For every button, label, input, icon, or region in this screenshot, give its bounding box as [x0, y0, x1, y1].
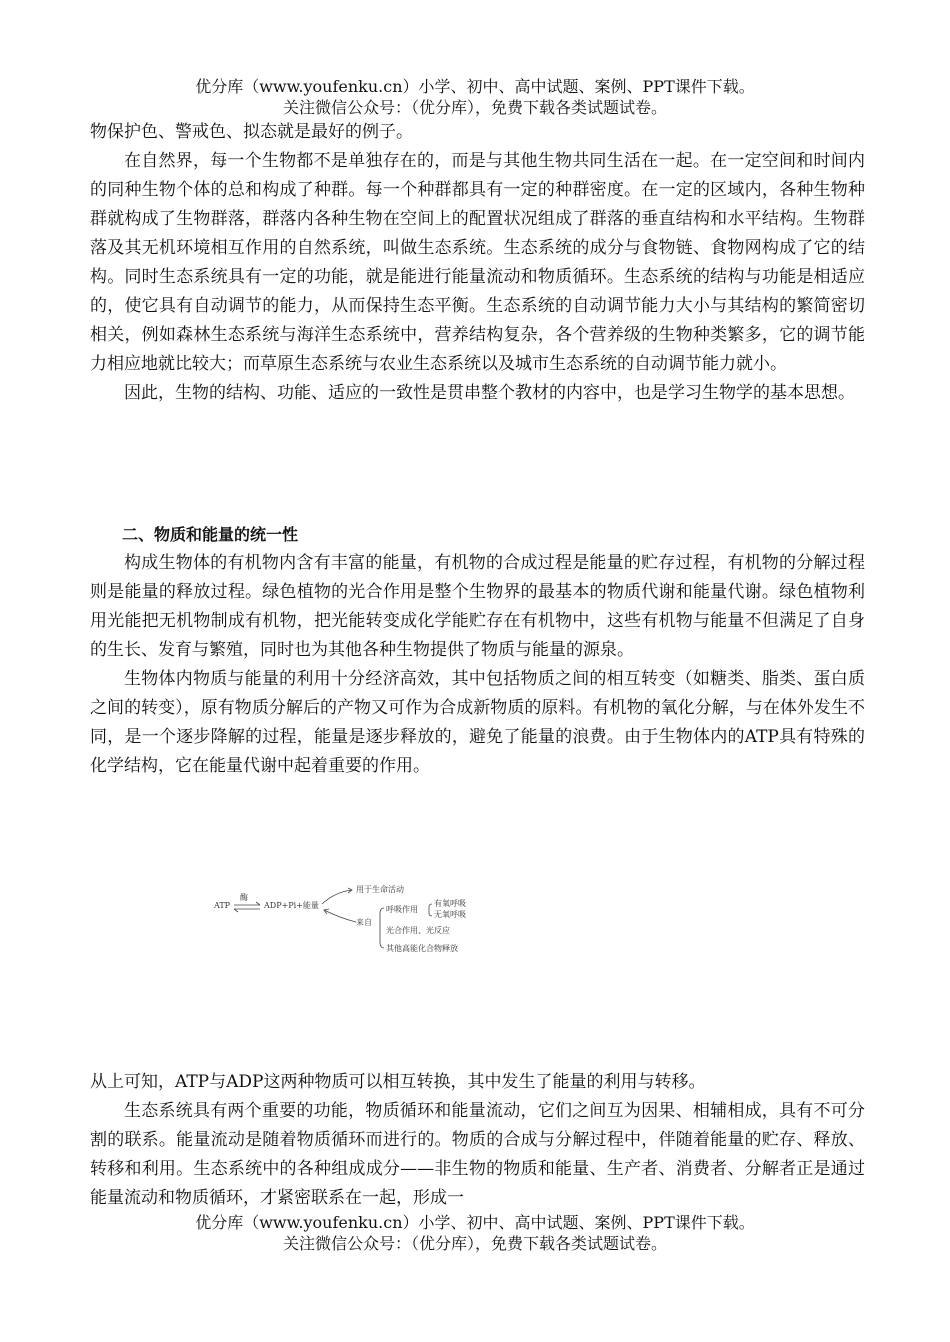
section-heading: 二、物质和能量的统一性 — [122, 525, 299, 544]
diagram-arrowhead-forward — [256, 902, 260, 905]
diagram-respiration-label: 呼吸作用 — [386, 905, 418, 914]
diagram-adp-label: ADP+Pi+能量 — [264, 901, 319, 910]
section-structure-function — [90, 118, 865, 408]
diagram-use-arrow — [322, 890, 352, 904]
paragraph-continued: 物保护色、警戒色、拟态就是最好的例子。 — [90, 122, 413, 142]
diagram-respiration-brace — [429, 904, 432, 916]
section-ecosystem-function — [90, 1068, 865, 1213]
paragraph-atp: 生物体内物质与能量的利用十分经济高效，其中包括物质之间的相互转变（如糖类、脂类、蛋白质之间的转变），原有物质分解后的产物又可作为合成新物质的原料。有机物的氧化分解，与在体外发生不同，是一个逐步降解的过程，能量是逐步释放的，避免了能量的浪费。由于生物体内的ATP具有特殊的化学结构，它在能量代谢中起着重要的作用。 — [90, 669, 865, 776]
atp-cycle-diagram — [210, 878, 490, 958]
section-matter-energy — [90, 520, 865, 781]
diagram-atp-label: ATP — [214, 901, 231, 910]
diagram-source-arrow — [324, 910, 356, 922]
diagram-arrowhead-back — [234, 909, 238, 912]
paragraph-ecosystem-cycle: 生态系统具有两个重要的功能，物质循环和能量流动，它们之间互为因果、相辅相成，具有不可分割的联系。能量流动是随着物质循环而进行的。物质的合成与分解过程中，伴随着能量的贮存、释放、转移和利用。生态系统中的各种组成成分——非生物的物质和能量、生产者、消费者、分解者正是通过能量流动和物质循环，才紧密联系在一起，形成一 — [90, 1101, 865, 1208]
page-header — [0, 76, 950, 118]
paragraph-atp-conclusion: 从上可知，ATP与ADP这两种物质可以相互转换，其中发生了能量的利用与转移。 — [90, 1072, 706, 1092]
diagram-anaerobic-label: 无氧呼吸 — [434, 910, 466, 919]
paragraph-organic-energy: 构成生物体的有机物内含有丰富的能量，有机物的合成过程是能量的贮存过程，有机物的分解过程则是能量的释放过程。绿色植物的光合作用是整个生物界的最基本的物质代谢和能量代谢。绿色植物利用光能把无机物制成有机物，把光能转变成化学能贮存在有机物中，这些有机物与能量不但满足了自身的生长、发育与繁殖，同时也为其他各种生物提供了物质与能量的源泉。 — [90, 553, 865, 660]
diagram-source-label: 来自 — [356, 918, 372, 927]
header-line-2: 关注微信公众号：（优分库），免费下载各类试题试卷。 — [282, 98, 667, 117]
diagram-photo-label: 光合作用、光反应 — [386, 926, 450, 935]
footer-line-2: 关注微信公众号：（优分库），免费下载各类试题试卷。 — [282, 1234, 667, 1253]
paragraph-conclusion: 因此，生物的结构、功能、适应的一致性是贯串整个教材的内容中，也是学习生物学的基本思想。 — [124, 383, 855, 403]
footer-line-1: 优分库（www.youfenku.cn）小学、初中、高中试题、案例、PPT课件下载。 — [195, 1213, 755, 1232]
diagram-use-label: 用于生命活动 — [356, 885, 404, 894]
diagram-aerobic-label: 有氧呼吸 — [434, 899, 466, 908]
page-footer — [0, 1212, 950, 1254]
header-line-1: 优分库（www.youfenku.cn）小学、初中、高中试题、案例、PPT课件下载。 — [195, 77, 755, 96]
paragraph-ecosystem: 在自然界，每一个生物都不是单独存在的，而是与其他生物共同生活在一起。在一定空间和时间内的同种生物个体的总和构成了种群。每一个种群都具有一定的种群密度。在一定的区域内，各种生物种群就构成了生物群落，群落内各种生物在空间上的配置状况组成了群落的垂直结构和水平结构。生物群落及其无机环境相互作用的自然系统，叫做生态系统。生态系统的成分与食物链、食物网构成了它的结构。同时生态系统具有一定的功能，就是能进行能量流动和物质循环。生态系统的结构与功能是相适应的，使它具有自动调节的能力，从而保持生态平衡。生态系统的自动调节能力大小与其结构的繁简密切相关，例如森林生态系统与海洋生态系统中，营养结构复杂，各个营养级的生物种类繁多，它的调节能力相应地就比较大；而草原生态系统与农业生态系统以及城市生态系统的自动调节能力就小。 — [90, 151, 865, 374]
diagram-other-label: 其他高能化合物释放 — [386, 944, 458, 953]
diagram-enzyme-label: 酶 — [240, 893, 248, 902]
diagram-source-brace — [380, 908, 384, 948]
